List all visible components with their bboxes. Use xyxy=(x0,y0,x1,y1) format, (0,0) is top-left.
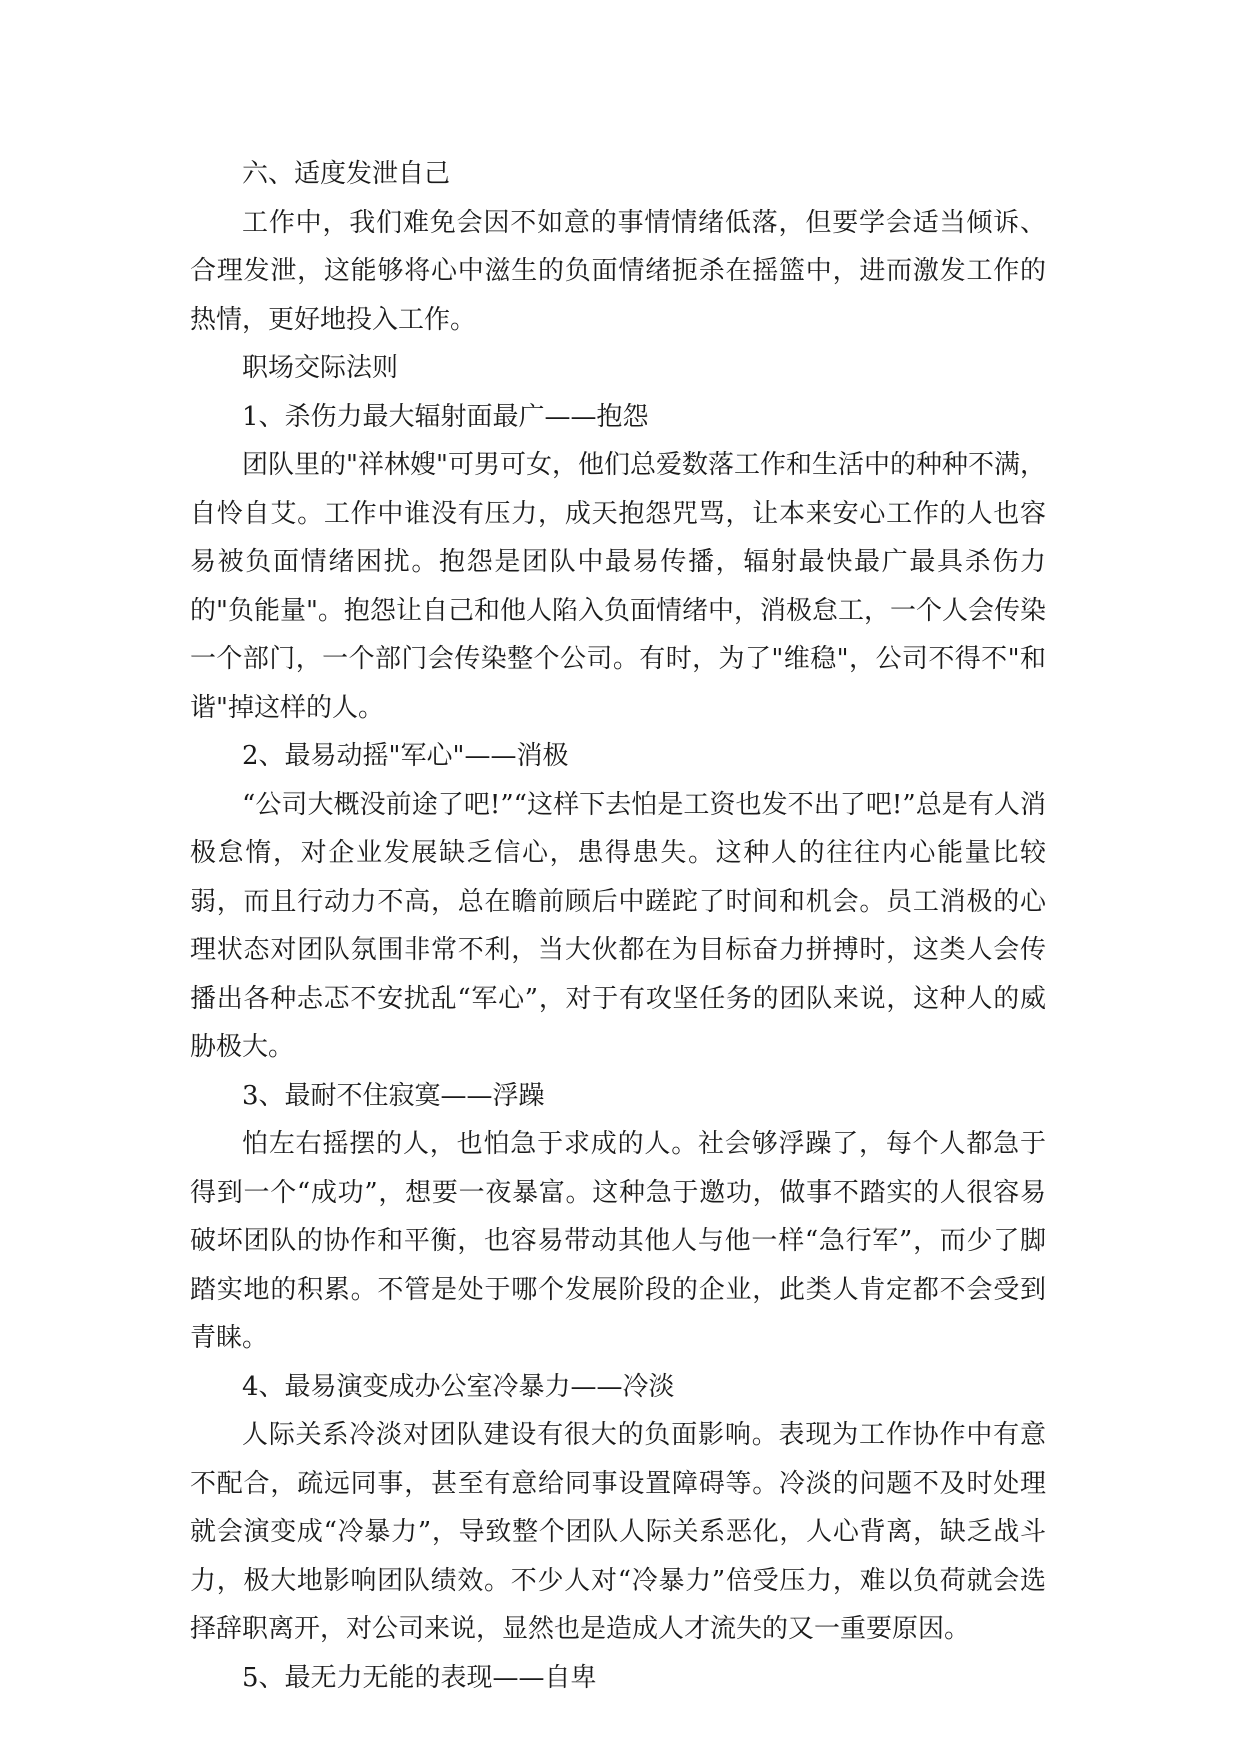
document-page xyxy=(190,150,1046,1702)
body-paragraph: 人际关系冷淡对团队建设有很大的负面影响。表现为工作协作中有意不配合，疏远同事，甚至有意给同事设置障碍等。冷淡的问题不及时处理就会演变成“冷暴力”，导致整个团队人际关系恶化，人心背离，缺乏战斗力，极大地影响团队绩效。不少人对“冷暴力”倍受压力，难以负荷就会选择辞职离开，对公司来说，显然也是造成人才流失的又一重要原因。 xyxy=(190,1420,1046,1644)
section-heading-workplace-rules: 职场交际法则 xyxy=(242,353,399,383)
body-paragraph: “公司大概没前途了吧!”“这样下去怕是工资也发不出了吧!”总是有人消极怠惰，对企业发展缺乏信心，患得患失。这种人的往往内心能量比较弱，而且行动力不高，总在瞻前顾后中蹉跎了时间和机会。员工消极的心理状态对团队氛围非常不利，当大伙都在为目标奋力拼搏时，这类人会传播出各种忐忑不安扰乱“军心”，对于有攻坚任务的团队来说，这种人的威胁极大。 xyxy=(190,789,1046,1062)
body-paragraph: 怕左右摇摆的人，也怕急于求成的人。社会够浮躁了，每个人都急于得到一个“成功”，想要一夜暴富。这种急于邀功，做事不踏实的人很容易破坏团队的协作和平衡，也容易带动其他人与他一样“急行军”，而少了脚踏实地的积累。不管是处于哪个发展阶段的企业，此类人肯定都不会受到青睐。 xyxy=(190,1129,1046,1353)
body-paragraph: 团队里的"祥林嫂"可男可女，他们总爱数落工作和生活中的种种不满，自怜自艾。工作中谁没有压力，成天抱怨咒骂，让本来安心工作的人也容易被负面情绪困扰。抱怨是团队中最易传播，辐射最快最广最具杀伤力的"负能量"。抱怨让自己和他人陷入负面情绪中，消极怠工，一个人会传染一个部门，一个部门会传染整个公司。有时，为了"维稳"，公司不得不"和谐"掉这样的人。 xyxy=(190,450,1046,723)
rule-heading-impetuous: 3、最耐不住寂寞——浮躁 xyxy=(242,1080,545,1111)
section-heading-vent: 六、适度发泄自己 xyxy=(242,159,451,189)
rule-heading-complaint: 1、杀伤力最大辐射面最广——抱怨 xyxy=(242,401,649,432)
body-paragraph: 工作中，我们难免会因不如意的事情情绪低落，但要学会适当倾诉、合理发泄，这能够将心中滋生的负面情绪扼杀在摇篮中，进而激发工作的热情，更好地投入工作。 xyxy=(190,207,1046,335)
rule-heading-coldness: 4、最易演变成办公室冷暴力——冷淡 xyxy=(242,1371,675,1402)
rule-heading-inferiority: 5、最无力无能的表现——自卑 xyxy=(242,1662,597,1693)
rule-heading-negativity: 2、最易动摇"军心"——消极 xyxy=(242,741,569,771)
